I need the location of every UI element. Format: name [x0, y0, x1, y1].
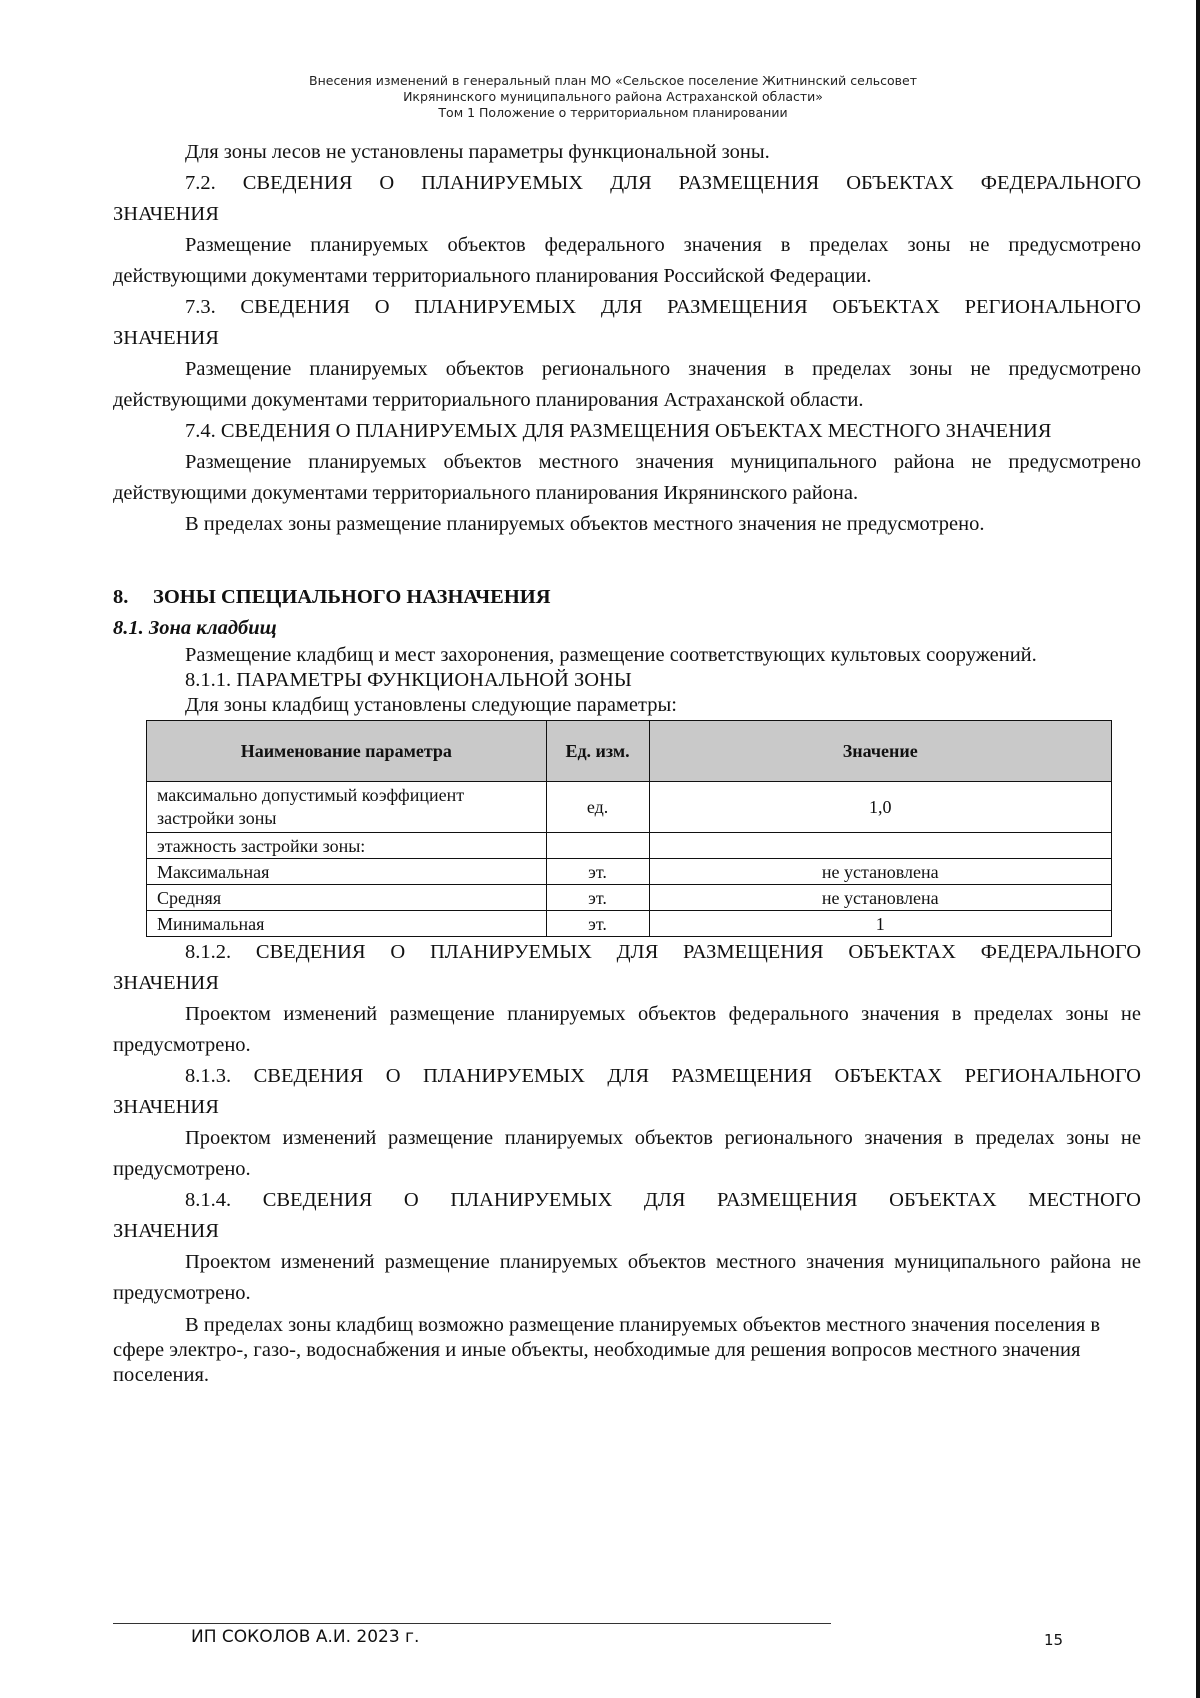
paragraph-7-4: Размещение планируемых объектов местного значения муниципального района не предусмотрено действующими документами территориального планирования Икрянинского района. — [113, 451, 1141, 504]
paragraph-forest-zone: Для зоны лесов не установлены параметры функциональной зоны. — [185, 141, 770, 163]
table-cell: не установлена — [649, 885, 1111, 911]
heading-8-1-4-cont: ЗНАЧЕНИЯ — [113, 1220, 219, 1242]
page-edge — [1196, 0, 1200, 1698]
table-cell: 1 — [649, 911, 1111, 937]
table-intro: Для зоны кладбищ установлены следующие параметры: — [185, 694, 677, 716]
heading-8-1-4: 8.1.4. СВЕДЕНИЯ О ПЛАНИРУЕМЫХ ДЛЯ РАЗМЕЩЕНИЯ ОБЪЕКТАХ МЕСТНОГО — [185, 1189, 1141, 1211]
paragraph-8-1-3: Проектом изменений размещение планируемых объектов регионального значения в пределах зоны не предусмотрено. — [113, 1127, 1141, 1180]
section-number: 8. — [113, 586, 129, 608]
running-header — [113, 73, 1113, 121]
table-row — [147, 782, 1112, 833]
paragraph-7-2: Размещение планируемых объектов федерального значения в пределах зоны не предусмотрено действующими документами территориального планирования Российской Федерации. — [113, 234, 1141, 287]
section-heading-8 — [113, 582, 1141, 613]
table-cell: 1,0 — [649, 782, 1111, 833]
heading-7-3-cont: ЗНАЧЕНИЯ — [113, 327, 219, 349]
table-cell — [649, 833, 1111, 859]
paragraph-7-3: Размещение планируемых объектов регионального значения в пределах зоны не предусмотрено действующими документами территориального планирования Астраханской области. — [113, 358, 1141, 411]
table-header-row — [147, 721, 1112, 782]
heading-8-1-3: 8.1.3. СВЕДЕНИЯ О ПЛАНИРУЕМЫХ ДЛЯ РАЗМЕЩЕНИЯ ОБЪЕКТАХ РЕГИОНАЛЬНОГО — [185, 1065, 1141, 1087]
table-row — [147, 911, 1112, 937]
table-cell: не установлена — [649, 859, 1111, 885]
heading-8-1-3-cont: ЗНАЧЕНИЯ — [113, 1096, 219, 1118]
table-cell: максимально допустимый коэффициент застройки зоны — [147, 782, 547, 833]
section-title: ЗОНЫ СПЕЦИАЛЬНОГО НАЗНАЧЕНИЯ — [153, 586, 551, 608]
table-cell: эт. — [546, 859, 649, 885]
table-cell: Минимальная — [147, 911, 547, 937]
heading-8-1-1: 8.1.1. ПАРАМЕТРЫ ФУНКЦИОНАЛЬНОЙ ЗОНЫ — [185, 669, 632, 691]
paragraph-final: В пределах зоны кладбищ возможно размещение планируемых объектов местного значения поселения в сфере электро-, газо-, водоснабжения и иные объекты, необходимые для решения вопросов местного значения поселения. — [113, 1314, 1101, 1386]
table-row — [147, 833, 1112, 859]
table-cell: этажность застройки зоны: — [147, 833, 547, 859]
table-cell: эт. — [546, 911, 649, 937]
table-header-cell: Ед. изм. — [546, 721, 649, 782]
paragraph-7-4-b: В пределах зоны размещение планируемых объектов местного значения не предусмотрено. — [185, 513, 985, 535]
heading-8-1-2-cont: ЗНАЧЕНИЯ — [113, 972, 219, 994]
subsection-heading-8-1: 8.1. Зона кладбищ — [113, 617, 277, 639]
paragraph-cemetery-desc: Размещение кладбищ и мест захоронения, размещение соответствующих культовых сооружений. — [185, 644, 1037, 666]
table-header-cell: Наименование параметра — [147, 721, 547, 782]
parameters-table — [146, 720, 1112, 937]
heading-7-2: 7.2. СВЕДЕНИЯ О ПЛАНИРУЕМЫХ ДЛЯ РАЗМЕЩЕНИЯ ОБЪЕКТАХ ФЕДЕРАЛЬНОГО — [185, 172, 1141, 194]
heading-7-4: 7.4. СВЕДЕНИЯ О ПЛАНИРУЕМЫХ ДЛЯ РАЗМЕЩЕНИЯ ОБЪЕКТАХ МЕСТНОГО ЗНАЧЕНИЯ — [185, 420, 1052, 442]
paragraph-8-1-4: Проектом изменений размещение планируемых объектов местного значения муниципального района не предусмотрено. — [113, 1251, 1141, 1304]
table-cell: эт. — [546, 885, 649, 911]
heading-8-1-2: 8.1.2. СВЕДЕНИЯ О ПЛАНИРУЕМЫХ ДЛЯ РАЗМЕЩЕНИЯ ОБЪЕКТАХ ФЕДЕРАЛЬНОГО — [185, 941, 1141, 963]
page-number: 15 — [1044, 1631, 1064, 1649]
table-cell: ед. — [546, 782, 649, 833]
table-cell — [546, 833, 649, 859]
header-line-2: Икрянинского муниципального района Астраханской области» — [403, 89, 823, 104]
heading-7-2-cont: ЗНАЧЕНИЯ — [113, 203, 219, 225]
header-line-3: Том 1 Положение о территориальном планировании — [438, 105, 788, 120]
table-row — [147, 859, 1112, 885]
document-body — [113, 137, 1141, 1388]
heading-7-3: 7.3. СВЕДЕНИЯ О ПЛАНИРУЕМЫХ ДЛЯ РАЗМЕЩЕНИЯ ОБЪЕКТАХ РЕГИОНАЛЬНОГО — [185, 296, 1141, 318]
header-line-1: Внесения изменений в генеральный план МО «Сельское поселение Житнинский сельсовет — [309, 73, 917, 88]
spacer — [113, 540, 1141, 582]
table-cell: Максимальная — [147, 859, 547, 885]
paragraph-8-1-2: Проектом изменений размещение планируемых объектов федерального значения в пределах зоны не предусмотрено. — [113, 1003, 1141, 1056]
footer-rule — [113, 1623, 831, 1624]
table-header-cell: Значение — [649, 721, 1111, 782]
table-row — [147, 885, 1112, 911]
table-cell: Средняя — [147, 885, 547, 911]
footer-author: ИП СОКОЛОВ А.И. 2023 г. — [191, 1627, 420, 1647]
